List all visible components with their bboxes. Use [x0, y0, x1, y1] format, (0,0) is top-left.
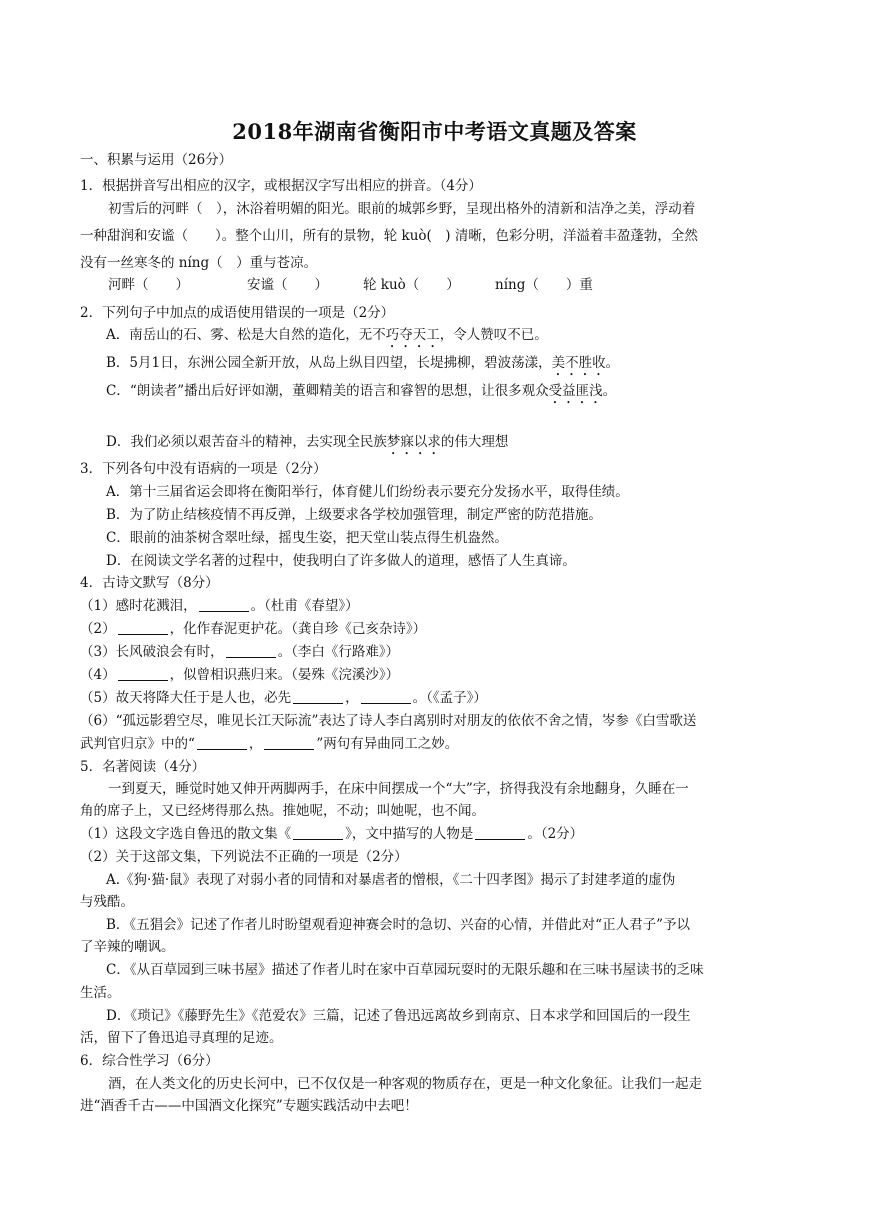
q1-passage-line-1: 初雪后的河畔（ ），沐浴着明媚的阳光。眼前的城郭乡野，呈现出格外的清新和洁净之美，浮动着 — [108, 201, 696, 217]
q6-passage-line-1: 酒，在人类文化的历史长河中，已不仅仅是一种客观的物质存在，更是一种文化象征。让我们一起走 — [108, 1076, 702, 1092]
answer-blank — [293, 826, 343, 840]
q4-3-source: 。（李白《行路难》） — [277, 644, 400, 660]
q6-passage-line-2: 进“酒香千古——中国酒文化探究”专题实践活动中去吧！ — [80, 1098, 418, 1114]
q4-item-4 — [80, 666, 399, 684]
answer-blank — [197, 736, 247, 750]
q5-sub-1 — [80, 825, 583, 843]
answer-blank — [475, 826, 525, 840]
answer-blank — [199, 598, 249, 612]
q3-option-c: C．眼前的油茶树含翠吐绿，摇曳生姿，把天堂山装点得生机盎然。 — [106, 530, 508, 546]
q2-d-idiom: 梦寐以求 — [386, 434, 441, 450]
q4-1-source: 。（杜甫《春望》） — [250, 598, 359, 614]
q2-option-c — [106, 382, 616, 407]
q2-a-end: ，令人赞叹不已。 — [439, 327, 548, 343]
section-heading: 一、积累与运用（26分） — [80, 152, 233, 168]
q2-option-b — [106, 354, 619, 379]
q4-item-2 — [80, 620, 426, 638]
q2-a-idiom: 巧夺天工 — [385, 327, 440, 343]
q5-option-b-line-1: B．《五猖会》记述了作者儿时盼望观看迎神赛会时的急切、兴奋的心情，并借此对“正人君子”予以 — [106, 917, 690, 933]
q2-c-text: C．“朗读者”播出后好评如潮，董卿精美的语言和睿智的思想，让很多观众 — [106, 383, 549, 399]
q2-option-d — [106, 433, 508, 458]
q5-passage-line-1: 一到夏天，睡觉时她又伸开两脚两手，在床中间摆成一个“大”字，挤得我没有余地翻身，久睡在一 — [108, 781, 689, 797]
q4-item-5 — [80, 689, 487, 707]
q1-answer-3: 轮 kuò（ ） — [363, 277, 460, 293]
q1-passage-line-3: 没有一丝寒冬的 níng（ ）重与苍凉。 — [80, 255, 318, 271]
q4-2-text: （2） — [80, 621, 116, 637]
q4-1-text: （1）感时花溅泪， — [80, 598, 197, 614]
q2-d-text: D．我们必须以艰苦奋斗的精神，去实现全民族 — [106, 434, 387, 450]
q4-5-source: 。（《孟子》） — [412, 690, 487, 706]
q2-option-a — [106, 326, 548, 351]
q1-answer-2: 安谧（ ） — [247, 277, 328, 293]
q3-option-a: A．第十三届省运会即将在衡阳举行，体育健儿们纷纷表示要充分发扬水平，取得佳绩。 — [106, 484, 629, 500]
q2-a-text: A．南岳山的石、雾、松是大自然的造化，无不 — [106, 327, 386, 343]
q4-item-3 — [80, 643, 399, 661]
q2-b-end: 。 — [605, 355, 620, 371]
q5-option-c-line-2: 生活。 — [80, 985, 121, 1001]
q5-option-d-line-2: 活，留下了鲁迅追寻真理的足迹。 — [80, 1030, 283, 1046]
q4-4-text: （4） — [80, 667, 116, 683]
q5-sub-2: （2）关于这部文集，下列说法不正确的一项是（2分） — [80, 849, 408, 865]
answer-blank — [361, 690, 411, 704]
q4-6-text: 武判官归京》中的“ — [80, 736, 195, 752]
q2-c-end: 。 — [602, 383, 617, 399]
q5-1-text: （1）这段文字选自鲁迅的散文集《 — [80, 826, 292, 842]
q1-answer-4: níng（ ）重 — [495, 277, 593, 293]
q2-d-end: 的伟大理想 — [440, 434, 509, 450]
q4-5-text: （5）故天将降大任于是人也，必先 — [80, 690, 292, 706]
q4-4-source: ，似曾相识燕归来。（晏殊《浣溪沙》） — [169, 667, 400, 683]
q3-option-d: D．在阅读文学名著的过程中，使我明白了许多做人的道理，感悟了人生真谛。 — [106, 553, 576, 569]
q5-passage-line-2: 角的席子上，又已经烤得那么热。推她呢，不动；叫她呢，也不闻。 — [80, 803, 485, 819]
q4-5-sep: ， — [345, 690, 359, 706]
q5-stem: 5．名著阅读（4分） — [80, 759, 206, 775]
q5-option-a-line-1: A.《狗·猫·鼠》表现了对弱小者的同情和对暴虐者的憎根，《二十四孝图》揭示了封建孝道的虚伪 — [106, 872, 676, 888]
q4-item-1 — [80, 597, 359, 615]
q2-stem: 2．下列句子中加点的成语使用错误的一项是（2分） — [80, 305, 395, 321]
q4-item-6-line-2 — [80, 735, 458, 753]
q3-option-b: B．为了防止结核疫情不再反弹，上级要求各学校加强管理，制定严密的防范措施。 — [106, 507, 602, 523]
q2-b-text: B．5月1日，东洲公园全新开放，从岛上纵目四望，长堤拂柳，碧波荡漾， — [106, 355, 552, 371]
q4-6-end: ”两句有异曲同工之妙。 — [316, 736, 459, 752]
q5-1-mid: 》，文中描写的人物是 — [345, 826, 474, 842]
answer-blank — [118, 667, 168, 681]
q5-option-b-line-2: 了辛辣的嘲讽。 — [80, 939, 175, 955]
q5-option-c-line-1: C．《从百草园到三味书屋》描述了作者儿时在家中百草园玩耍时的无限乐趣和在三味书屋读书的乏味 — [106, 962, 704, 978]
q5-1-score: 。（2分） — [527, 826, 584, 842]
q5-option-d-line-1: D．《琐记》《藤野先生》《范爱农》三篇，记述了鲁迅远离故乡到南京、日本求学和回国后的一段生 — [106, 1008, 691, 1024]
answer-blank — [264, 736, 314, 750]
q4-item-6-line-1: （6）“孤远影碧空尽，唯见长江天际流”表达了诗人李白离别时对朋友的依依不舍之情，岑参《白雪歌送 — [80, 713, 697, 729]
document-title: 2018年湖南省衡阳市中考语文真题及答案 — [232, 119, 637, 144]
q4-6-sep: ， — [248, 736, 263, 752]
q2-c-idiom: 受益匪浅 — [548, 383, 603, 399]
q4-stem: 4．古诗文默写（8分） — [80, 575, 219, 591]
answer-blank — [226, 644, 276, 658]
q4-3-text: （3）长风破浪会有时， — [80, 644, 224, 660]
answer-blank — [293, 690, 343, 704]
q2-b-idiom: 美不胜收 — [551, 355, 606, 371]
q6-stem: 6．综合性学习（6分） — [80, 1053, 219, 1069]
q4-2-source: ，化作春泥更护花。（龚自珍《己亥杂诗》） — [169, 621, 427, 637]
answer-blank — [118, 621, 168, 635]
q1-passage-line-2: 一种甜润和安谧（ ）。整个山川，所有的景物，轮 kuò( ) 清晰，色彩分明，洋溢着丰盈蓬勃，全然 — [80, 228, 698, 244]
q1-stem: 1．根据拼音写出相应的汉字，或根据汉字写出相应的拼音。（4分） — [80, 178, 482, 194]
q1-answer-1: 河畔（ ） — [108, 277, 189, 293]
q3-stem: 3．下列各句中没有语病的一项是（2分） — [80, 461, 327, 477]
q5-option-a-line-2: 与残酷。 — [80, 894, 134, 910]
